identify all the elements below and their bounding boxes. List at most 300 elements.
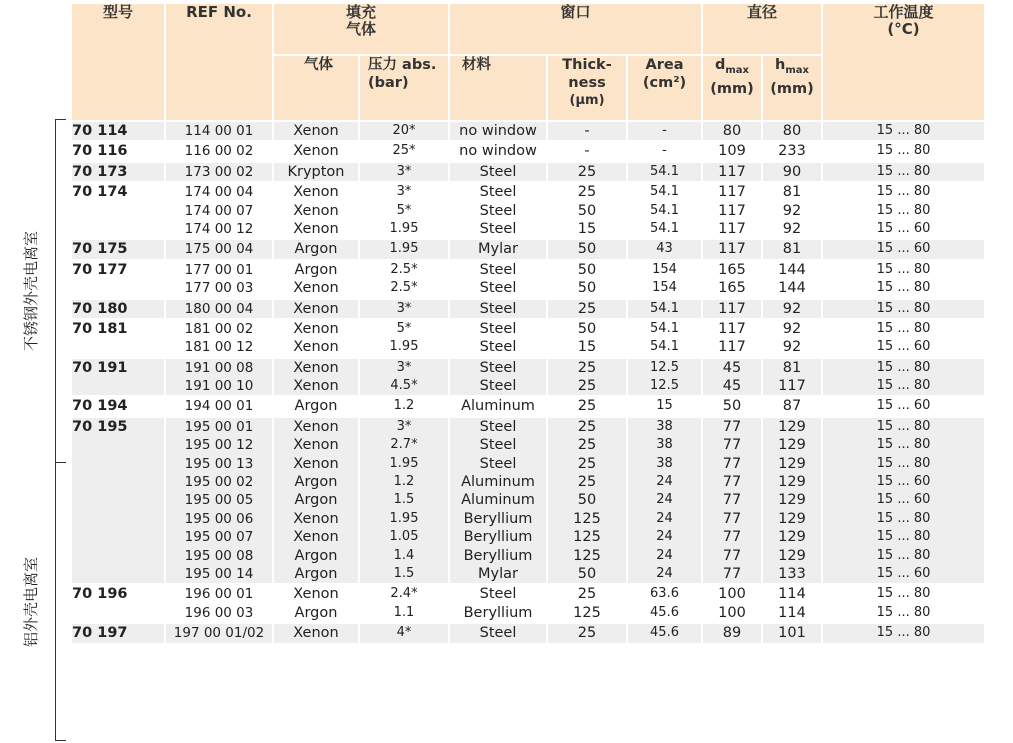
pressure-value: 1.95 bbox=[389, 339, 419, 355]
ref-value: 191 00 10 bbox=[184, 378, 254, 395]
ref-value: 195 00 07 bbox=[184, 529, 254, 546]
d-cell bbox=[702, 396, 762, 416]
h-cell bbox=[762, 182, 822, 239]
header-temp-unit: (°C) bbox=[887, 20, 920, 38]
thickness-cell bbox=[547, 319, 627, 358]
header-thickness-line1: Thick- bbox=[562, 57, 612, 73]
thickness-value: 125 bbox=[573, 529, 601, 546]
material-value: Beryllium bbox=[463, 604, 533, 621]
pressure-value: 2.7* bbox=[390, 437, 418, 453]
d-value: 100 bbox=[718, 586, 746, 603]
pressure-value: 3* bbox=[396, 184, 412, 200]
table-row bbox=[71, 260, 985, 299]
model-number: 70 191 bbox=[72, 359, 128, 376]
material-value: Steel bbox=[479, 280, 517, 297]
temp-value: 15 ... 80 bbox=[876, 418, 931, 434]
header-area-unit: (cm²) bbox=[642, 75, 687, 91]
material-cell bbox=[449, 417, 547, 585]
d-value: 77 bbox=[722, 565, 742, 582]
thickness-value: 125 bbox=[573, 547, 601, 564]
area-value: 154 bbox=[652, 280, 677, 296]
temp-value: 15 ... 80 bbox=[876, 261, 931, 277]
thickness-value: 25 bbox=[577, 418, 597, 435]
model-cell bbox=[71, 182, 165, 239]
material-value: Steel bbox=[479, 418, 517, 435]
d-value: 77 bbox=[722, 547, 742, 564]
ref-value: 195 00 01 bbox=[184, 418, 254, 435]
temp-cell bbox=[822, 417, 985, 585]
ref-cell bbox=[165, 260, 273, 299]
ref-value: 195 00 02 bbox=[184, 474, 254, 491]
pressure-cell bbox=[359, 121, 449, 141]
thickness-value: 125 bbox=[573, 510, 601, 527]
h-value: 129 bbox=[778, 474, 806, 491]
h-value: 144 bbox=[778, 261, 806, 278]
area-cell bbox=[627, 299, 702, 319]
temp-value: 15 ... 80 bbox=[876, 202, 931, 218]
area-value: 12.5 bbox=[650, 359, 679, 375]
header-ref: REF No. bbox=[165, 3, 273, 121]
area-value: 38 bbox=[656, 418, 673, 434]
thickness-value: 25 bbox=[577, 300, 597, 317]
h-value: 92 bbox=[782, 300, 802, 317]
d-value: 77 bbox=[722, 418, 742, 435]
material-value: Aluminum bbox=[461, 398, 535, 415]
gas-value: Argon bbox=[294, 492, 338, 509]
h-cell bbox=[762, 358, 822, 397]
ref-value: 191 00 08 bbox=[184, 359, 254, 376]
temp-value: 15 ... 80 bbox=[876, 604, 931, 620]
thickness-value: 50 bbox=[577, 280, 597, 297]
pressure-cell bbox=[359, 417, 449, 585]
material-cell bbox=[449, 239, 547, 259]
header-fill-gas-line1: 填充 bbox=[346, 3, 377, 21]
temp-value: 15 ... 60 bbox=[876, 398, 931, 414]
h-value: 92 bbox=[782, 202, 802, 219]
header-dmax bbox=[702, 55, 762, 121]
table-row bbox=[71, 299, 985, 319]
area-value: 38 bbox=[656, 455, 673, 471]
gas-cell bbox=[273, 299, 359, 319]
temp-cell bbox=[822, 358, 985, 397]
area-cell bbox=[627, 162, 702, 182]
model-cell bbox=[71, 162, 165, 182]
group-bracket bbox=[55, 119, 66, 463]
temp-cell bbox=[822, 182, 985, 239]
ref-value: 175 00 04 bbox=[184, 241, 254, 258]
temp-value: 15 ... 80 bbox=[876, 300, 931, 316]
model-number: 70 197 bbox=[72, 625, 128, 642]
d-cell bbox=[702, 141, 762, 161]
model-number: 70 194 bbox=[72, 398, 128, 415]
gas-value: Argon bbox=[294, 241, 338, 258]
pressure-value: 1.1 bbox=[393, 604, 415, 620]
header-window: 窗口 bbox=[449, 3, 702, 55]
temp-value: 15 ... 80 bbox=[876, 437, 931, 453]
gas-value: Xenon bbox=[293, 529, 339, 546]
ref-value: 181 00 12 bbox=[184, 339, 254, 356]
d-value: 77 bbox=[722, 492, 742, 509]
table-row bbox=[71, 396, 985, 416]
area-value: 45.6 bbox=[650, 625, 679, 641]
ref-value: 174 00 04 bbox=[184, 184, 254, 201]
h-cell bbox=[762, 623, 822, 643]
d-value: 117 bbox=[718, 339, 746, 356]
gas-cell bbox=[273, 623, 359, 643]
area-value: - bbox=[662, 143, 667, 159]
pressure-value: 5* bbox=[396, 202, 412, 218]
material-cell bbox=[449, 319, 547, 358]
temp-value: 15 ... 80 bbox=[876, 510, 931, 526]
gas-value: Argon bbox=[294, 474, 338, 491]
pressure-value: 1.95 bbox=[389, 241, 419, 257]
h-value: 233 bbox=[778, 143, 806, 160]
header-hmax-symbol: h bbox=[775, 57, 786, 73]
header-row-1 bbox=[71, 3, 985, 55]
temp-value: 15 ... 80 bbox=[876, 547, 931, 563]
area-value: 54.1 bbox=[650, 220, 679, 236]
gas-value: Xenon bbox=[293, 625, 339, 642]
h-value: 117 bbox=[778, 378, 806, 395]
d-value: 117 bbox=[718, 320, 746, 337]
d-value: 165 bbox=[718, 261, 746, 278]
pressure-value: 4* bbox=[396, 625, 412, 641]
pressure-cell bbox=[359, 358, 449, 397]
pressure-value: 3* bbox=[396, 163, 412, 179]
table-row bbox=[71, 417, 985, 585]
thickness-value: 25 bbox=[577, 474, 597, 491]
material-value: Steel bbox=[479, 378, 517, 395]
pressure-value: 1.95 bbox=[389, 510, 419, 526]
material-value: Steel bbox=[479, 586, 517, 603]
area-value: 24 bbox=[656, 492, 673, 508]
pressure-value: 4.5* bbox=[390, 378, 418, 394]
d-value: 77 bbox=[722, 437, 742, 454]
ref-cell bbox=[165, 358, 273, 397]
ref-value: 177 00 01 bbox=[184, 261, 254, 278]
gas-value: Xenon bbox=[293, 586, 339, 603]
ref-value: 174 00 12 bbox=[184, 220, 254, 237]
temp-value: 15 ... 80 bbox=[876, 378, 931, 394]
header-pressure-label: 压力 abs. bbox=[368, 57, 437, 73]
ref-value: 173 00 02 bbox=[184, 163, 254, 180]
table-row bbox=[71, 121, 985, 141]
ref-value: 181 00 02 bbox=[184, 320, 254, 337]
pressure-value: 20* bbox=[392, 123, 416, 138]
side-label-stainless: 不锈钢外壳电离室 bbox=[22, 230, 40, 352]
pressure-value: 1.5 bbox=[393, 492, 415, 508]
temp-value: 15 ... 80 bbox=[876, 586, 931, 602]
ref-cell bbox=[165, 121, 273, 141]
h-value: 92 bbox=[782, 339, 802, 356]
h-cell bbox=[762, 141, 822, 161]
material-cell bbox=[449, 623, 547, 643]
header-pressure-unit: (bar) bbox=[368, 75, 409, 91]
area-cell bbox=[627, 182, 702, 239]
area-cell bbox=[627, 417, 702, 585]
gas-value: Krypton bbox=[287, 163, 345, 180]
gas-value: Xenon bbox=[293, 455, 339, 472]
pressure-value: 1.95 bbox=[389, 455, 419, 471]
model-cell bbox=[71, 239, 165, 259]
d-cell bbox=[702, 623, 762, 643]
thickness-cell bbox=[547, 623, 627, 643]
material-value: Steel bbox=[479, 339, 517, 356]
gas-value: Xenon bbox=[293, 510, 339, 527]
d-cell bbox=[702, 121, 762, 141]
thickness-value: 25 bbox=[577, 378, 597, 395]
h-cell bbox=[762, 239, 822, 259]
area-value: 154 bbox=[652, 261, 677, 277]
temp-cell bbox=[822, 396, 985, 416]
d-cell bbox=[702, 358, 762, 397]
header-hmax-unit: (mm) bbox=[770, 80, 814, 97]
area-cell bbox=[627, 260, 702, 299]
thickness-value: 25 bbox=[577, 163, 597, 180]
material-cell bbox=[449, 396, 547, 416]
pressure-cell bbox=[359, 260, 449, 299]
h-cell bbox=[762, 319, 822, 358]
h-value: 101 bbox=[778, 625, 806, 642]
ref-value: 197 00 01/02 bbox=[173, 625, 265, 642]
pressure-cell bbox=[359, 623, 449, 643]
d-cell bbox=[702, 239, 762, 259]
material-value: Mylar bbox=[478, 241, 518, 258]
model-cell bbox=[71, 396, 165, 416]
h-cell bbox=[762, 299, 822, 319]
pressure-value: 1.2 bbox=[393, 474, 415, 490]
area-cell bbox=[627, 121, 702, 141]
model-cell bbox=[71, 299, 165, 319]
area-cell bbox=[627, 141, 702, 161]
table-row bbox=[71, 319, 985, 358]
pressure-value: 1.4 bbox=[393, 547, 415, 563]
thickness-cell bbox=[547, 417, 627, 585]
material-value: Aluminum bbox=[461, 492, 535, 509]
h-cell bbox=[762, 260, 822, 299]
h-value: 81 bbox=[782, 184, 802, 201]
header-fill-gas bbox=[273, 3, 449, 55]
temp-value: 15 ... 60 bbox=[876, 565, 931, 581]
ref-cell bbox=[165, 623, 273, 643]
d-value: 117 bbox=[718, 220, 746, 237]
header-pressure bbox=[359, 55, 449, 121]
pressure-value: 3* bbox=[396, 359, 412, 375]
thickness-value: 50 bbox=[577, 202, 597, 219]
header-diameter: 直径 bbox=[702, 3, 822, 55]
pressure-value: 1.5 bbox=[393, 565, 415, 581]
ref-value: 194 00 01 bbox=[184, 398, 254, 415]
gas-cell bbox=[273, 417, 359, 585]
pressure-value: 1.05 bbox=[389, 529, 419, 545]
temp-cell bbox=[822, 319, 985, 358]
ref-cell bbox=[165, 141, 273, 161]
material-value: Steel bbox=[479, 163, 517, 180]
ref-value: 174 00 07 bbox=[184, 202, 254, 219]
ref-cell bbox=[165, 584, 273, 623]
ref-cell bbox=[165, 319, 273, 358]
temp-value: 15 ... 80 bbox=[876, 163, 931, 179]
d-value: 117 bbox=[718, 163, 746, 180]
area-value: 24 bbox=[656, 474, 673, 490]
pressure-value: 25* bbox=[392, 143, 416, 159]
header-gas: 气体 bbox=[273, 55, 359, 121]
group-bracket bbox=[55, 463, 66, 741]
gas-cell bbox=[273, 396, 359, 416]
thickness-cell bbox=[547, 239, 627, 259]
gas-value: Argon bbox=[294, 565, 338, 582]
gas-cell bbox=[273, 121, 359, 141]
model-number: 70 175 bbox=[72, 241, 128, 258]
d-value: 77 bbox=[722, 455, 742, 472]
thickness-value: 25 bbox=[577, 437, 597, 454]
material-cell bbox=[449, 299, 547, 319]
h-value: 144 bbox=[778, 280, 806, 297]
area-value: - bbox=[662, 123, 667, 138]
pressure-value: 2.5* bbox=[390, 280, 418, 296]
h-value: 92 bbox=[782, 320, 802, 337]
h-cell bbox=[762, 417, 822, 585]
gas-value: Xenon bbox=[293, 378, 339, 395]
thickness-cell bbox=[547, 396, 627, 416]
model-number: 70 177 bbox=[72, 261, 128, 278]
temp-value: 15 ... 80 bbox=[876, 320, 931, 336]
material-cell bbox=[449, 162, 547, 182]
table-row bbox=[71, 182, 985, 239]
side-group-stainless bbox=[0, 119, 66, 463]
temp-value: 15 ... 80 bbox=[876, 280, 931, 296]
area-cell bbox=[627, 319, 702, 358]
area-value: 54.1 bbox=[650, 184, 679, 200]
area-cell bbox=[627, 396, 702, 416]
h-value: 129 bbox=[778, 547, 806, 564]
gas-value: Xenon bbox=[293, 418, 339, 435]
h-value: 129 bbox=[778, 418, 806, 435]
header-area bbox=[627, 55, 702, 121]
d-value: 77 bbox=[722, 474, 742, 491]
area-value: 54.1 bbox=[650, 163, 679, 179]
model-number: 70 181 bbox=[72, 320, 128, 337]
h-value: 87 bbox=[782, 398, 802, 415]
d-cell bbox=[702, 417, 762, 585]
pressure-cell bbox=[359, 584, 449, 623]
ref-value: 177 00 03 bbox=[184, 280, 254, 297]
header-fill-gas-line2: 气体 bbox=[346, 20, 377, 38]
header-temp bbox=[822, 3, 985, 121]
ref-cell bbox=[165, 396, 273, 416]
h-cell bbox=[762, 584, 822, 623]
model-number: 70 196 bbox=[72, 586, 128, 603]
ref-cell bbox=[165, 162, 273, 182]
h-value: 129 bbox=[778, 437, 806, 454]
material-cell bbox=[449, 141, 547, 161]
gas-value: Argon bbox=[294, 547, 338, 564]
temp-cell bbox=[822, 239, 985, 259]
side-label-aluminum: 铝外壳电离室 bbox=[22, 556, 40, 648]
temp-value: 15 ... 80 bbox=[876, 359, 931, 375]
material-value: Steel bbox=[479, 437, 517, 454]
thickness-cell bbox=[547, 260, 627, 299]
material-value: Beryllium bbox=[463, 547, 533, 564]
area-value: 54.1 bbox=[650, 202, 679, 218]
thickness-value: 50 bbox=[577, 320, 597, 337]
ref-cell bbox=[165, 417, 273, 585]
temp-cell bbox=[822, 584, 985, 623]
model-cell bbox=[71, 623, 165, 643]
model-number: 70 180 bbox=[72, 300, 128, 317]
header-thickness-unit: (µm) bbox=[569, 93, 605, 108]
side-group-aluminum bbox=[0, 463, 66, 741]
gas-value: Argon bbox=[294, 604, 338, 621]
header-dmax-unit: (mm) bbox=[710, 80, 754, 97]
gas-value: Argon bbox=[294, 261, 338, 278]
area-value: 54.1 bbox=[650, 320, 679, 336]
temp-cell bbox=[822, 623, 985, 643]
h-cell bbox=[762, 121, 822, 141]
header-dmax-sub: max bbox=[725, 64, 750, 76]
d-value: 117 bbox=[718, 300, 746, 317]
material-value: Steel bbox=[479, 261, 517, 278]
model-cell bbox=[71, 141, 165, 161]
thickness-value: 50 bbox=[577, 261, 597, 278]
gas-value: Xenon bbox=[293, 143, 339, 160]
pressure-value: 2.5* bbox=[390, 261, 418, 277]
ref-value: 195 00 12 bbox=[184, 437, 254, 454]
d-value: 100 bbox=[718, 604, 746, 621]
temp-cell bbox=[822, 121, 985, 141]
material-value: Steel bbox=[479, 455, 517, 472]
material-value: no window bbox=[459, 123, 537, 139]
model-cell bbox=[71, 260, 165, 299]
temp-value: 15 ... 80 bbox=[876, 625, 931, 641]
area-value: 45.6 bbox=[650, 604, 679, 620]
material-value: Steel bbox=[479, 184, 517, 201]
thickness-cell bbox=[547, 121, 627, 141]
thickness-value: - bbox=[584, 143, 590, 160]
material-value: Steel bbox=[479, 625, 517, 642]
pressure-cell bbox=[359, 182, 449, 239]
temp-value: 15 ... 60 bbox=[876, 241, 931, 257]
temp-cell bbox=[822, 141, 985, 161]
h-value: 81 bbox=[782, 359, 802, 376]
gas-cell bbox=[273, 162, 359, 182]
area-cell bbox=[627, 358, 702, 397]
header-hmax bbox=[762, 55, 822, 121]
gas-cell bbox=[273, 182, 359, 239]
pressure-cell bbox=[359, 239, 449, 259]
table-row bbox=[71, 358, 985, 397]
material-value: Steel bbox=[479, 359, 517, 376]
ref-value: 195 00 13 bbox=[184, 455, 254, 472]
d-value: 45 bbox=[722, 378, 742, 395]
area-cell bbox=[627, 239, 702, 259]
model-cell bbox=[71, 121, 165, 141]
temp-value: 15 ... 60 bbox=[876, 220, 931, 236]
pressure-value: 5* bbox=[396, 320, 412, 336]
model-cell bbox=[71, 584, 165, 623]
d-value: 45 bbox=[722, 359, 742, 376]
d-value: 77 bbox=[722, 529, 742, 546]
d-value: 77 bbox=[722, 510, 742, 527]
d-cell bbox=[702, 299, 762, 319]
pressure-value: 2.4* bbox=[390, 586, 418, 602]
table-body bbox=[71, 121, 985, 644]
area-value: 15 bbox=[656, 398, 673, 414]
material-value: Steel bbox=[479, 220, 517, 237]
d-value: 89 bbox=[722, 625, 742, 642]
header-model: 型号 bbox=[71, 3, 165, 121]
ref-cell bbox=[165, 182, 273, 239]
